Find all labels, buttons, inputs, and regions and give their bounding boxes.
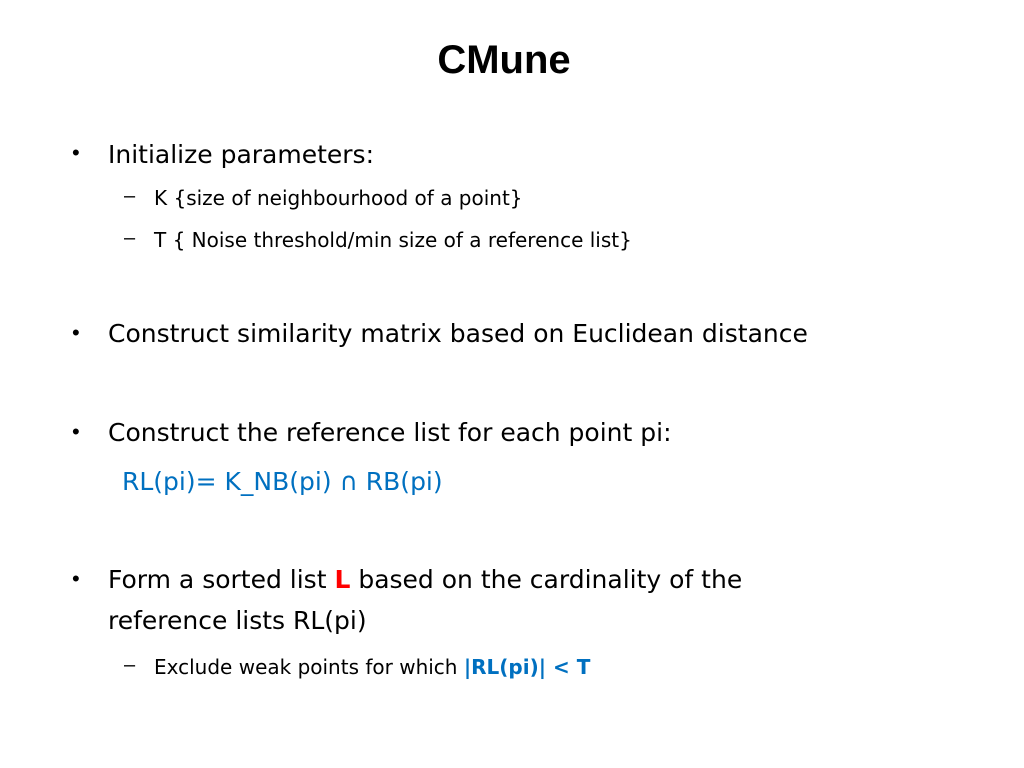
formula-right: RB(pi) bbox=[357, 467, 443, 496]
bullet-4-sub-1 bbox=[154, 654, 590, 680]
formula-left: RL(pi)= K_NB(pi) bbox=[122, 467, 340, 496]
bullet-marker: • bbox=[72, 566, 80, 591]
bullet-2-text: Construct similarity matrix based on Euclidean distance bbox=[108, 319, 808, 348]
intersection-symbol: ∩ bbox=[339, 467, 358, 496]
dash-marker: – bbox=[124, 227, 136, 249]
bullet-4-sub-text: Exclude weak points for which bbox=[154, 655, 464, 679]
bullet-4-text-after: based on the cardinality of the bbox=[350, 565, 743, 594]
slide-title: CMune bbox=[437, 38, 571, 82]
bullet-4-text-before: Form a sorted list bbox=[108, 565, 335, 594]
bullet-marker: • bbox=[72, 419, 80, 444]
weak-point-condition: |RL(pi)| < T bbox=[463, 655, 591, 679]
dash-marker: – bbox=[124, 185, 136, 207]
bullet-marker: • bbox=[72, 320, 80, 345]
bullet-1-sub-2: T { Noise threshold/min size of a reference list} bbox=[154, 228, 632, 252]
bullet-1-sub-1: K {size of neighbourhood of a point} bbox=[154, 186, 523, 210]
bullet-marker: • bbox=[72, 140, 80, 165]
sorted-list-symbol: L bbox=[334, 565, 351, 594]
bullet-4-text bbox=[108, 564, 742, 596]
dash-marker: – bbox=[124, 654, 136, 676]
bullet-3-text: Construct the reference list for each point pi: bbox=[108, 418, 672, 447]
bullet-4-text-line2: reference lists RL(pi) bbox=[108, 606, 367, 635]
bullet-1-text: Initialize parameters: bbox=[108, 140, 375, 169]
reference-list-formula bbox=[122, 466, 443, 498]
